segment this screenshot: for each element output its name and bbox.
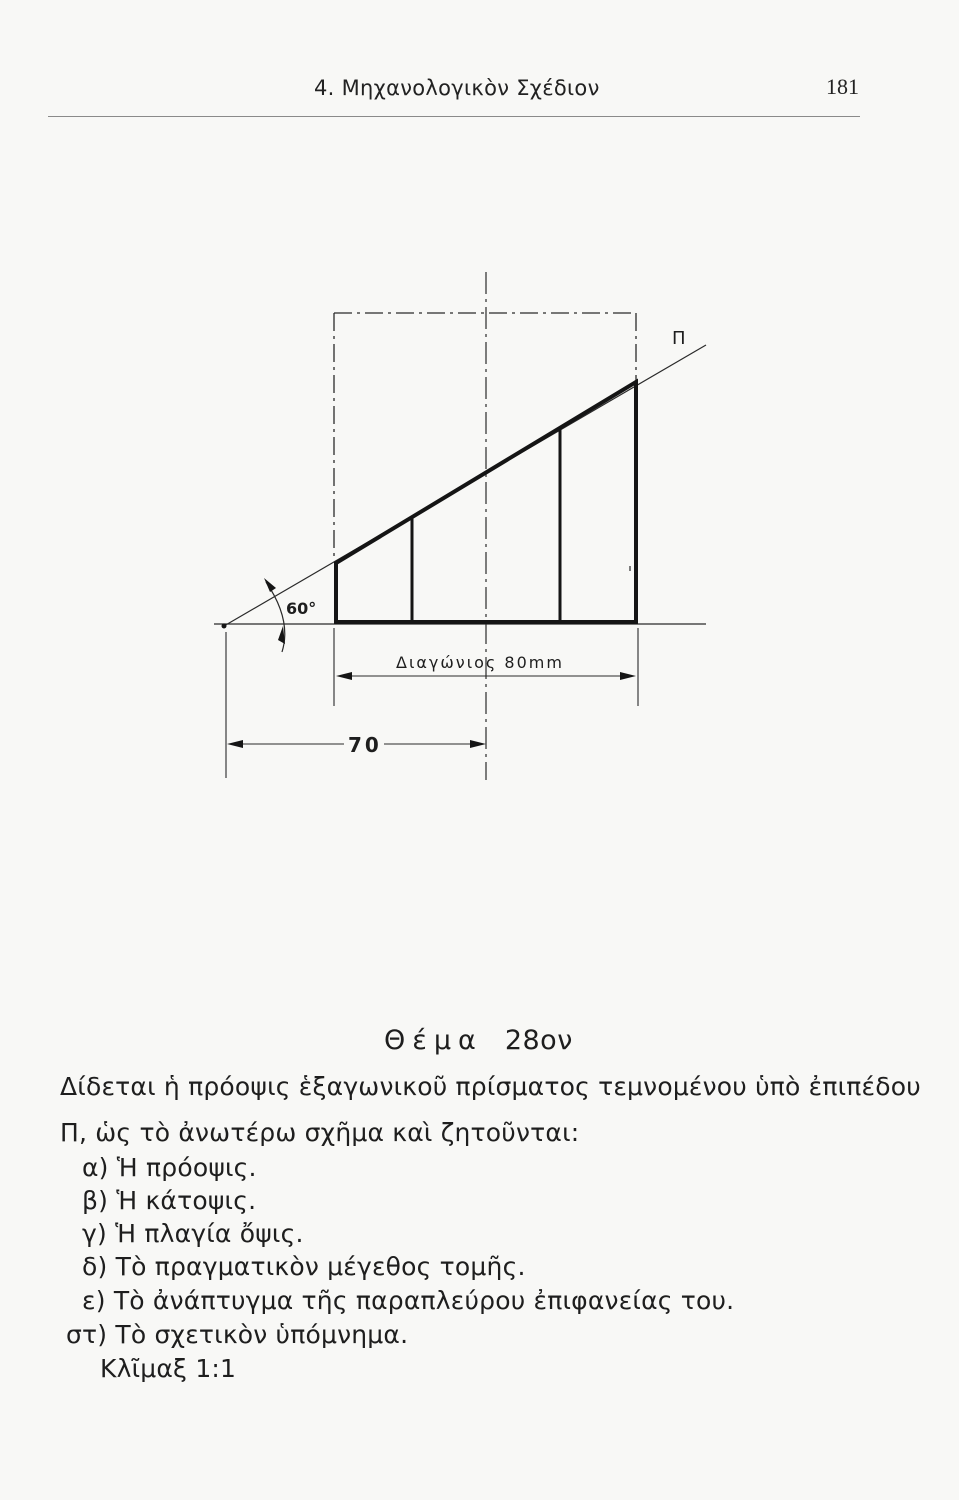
distance-label: 70 <box>348 733 382 757</box>
angle-arrow-top <box>264 578 276 592</box>
problem-title <box>384 1025 573 1056</box>
problem-title-number: 28ον <box>504 1025 573 1056</box>
problem-title-label: Θέμα <box>384 1025 483 1056</box>
scale-note: Κλῖμαξ 1:1 <box>100 1354 237 1383</box>
list-item: α) Ἡ πρόοψις. <box>82 1153 257 1182</box>
distance-arrow-right <box>470 740 486 748</box>
intro-line-1: Δίδεται ἡ πρόοψις ἑξαγωνικοῦ πρίσματος τεμνομένου ὑπὸ ἐπιπέδου <box>60 1072 921 1101</box>
list-item: β) Ἡ κάτοψις. <box>82 1186 257 1215</box>
angle-label: 60° <box>286 599 317 618</box>
vertex-point <box>222 624 227 629</box>
dimension-arrow-right <box>620 672 636 680</box>
list-item: γ) Ἡ πλαγία ὄψις. <box>82 1219 304 1248</box>
page-number: 181 <box>826 74 859 99</box>
plane-label: Π <box>672 328 686 349</box>
list-item: ε) Τὸ ἀνάπτυγμα τῆς παραπλεύρου ἐπιφανείας του. <box>82 1286 735 1315</box>
dimension-arrow-left <box>336 672 352 680</box>
angle-arrow-bottom <box>278 626 285 644</box>
list-item: δ) Τὸ πραγματικὸν μέγεθος τομῆς. <box>82 1252 526 1281</box>
distance-arrow-left <box>227 740 243 748</box>
intro-line-2: Π, ὡς τὸ ἀνωτέρω σχῆμα καὶ ζητοῦνται: <box>60 1118 580 1147</box>
list-item: στ) Τὸ σχετικὸν ὑπόμνημα. <box>66 1320 409 1349</box>
phantom-outline <box>334 313 636 560</box>
chapter-title: 4. Μηχανολογικὸν Σχέδιον <box>314 76 600 100</box>
diagonal-label: Διαγώνιος 80mm <box>396 653 564 672</box>
extension-lines <box>226 628 638 778</box>
